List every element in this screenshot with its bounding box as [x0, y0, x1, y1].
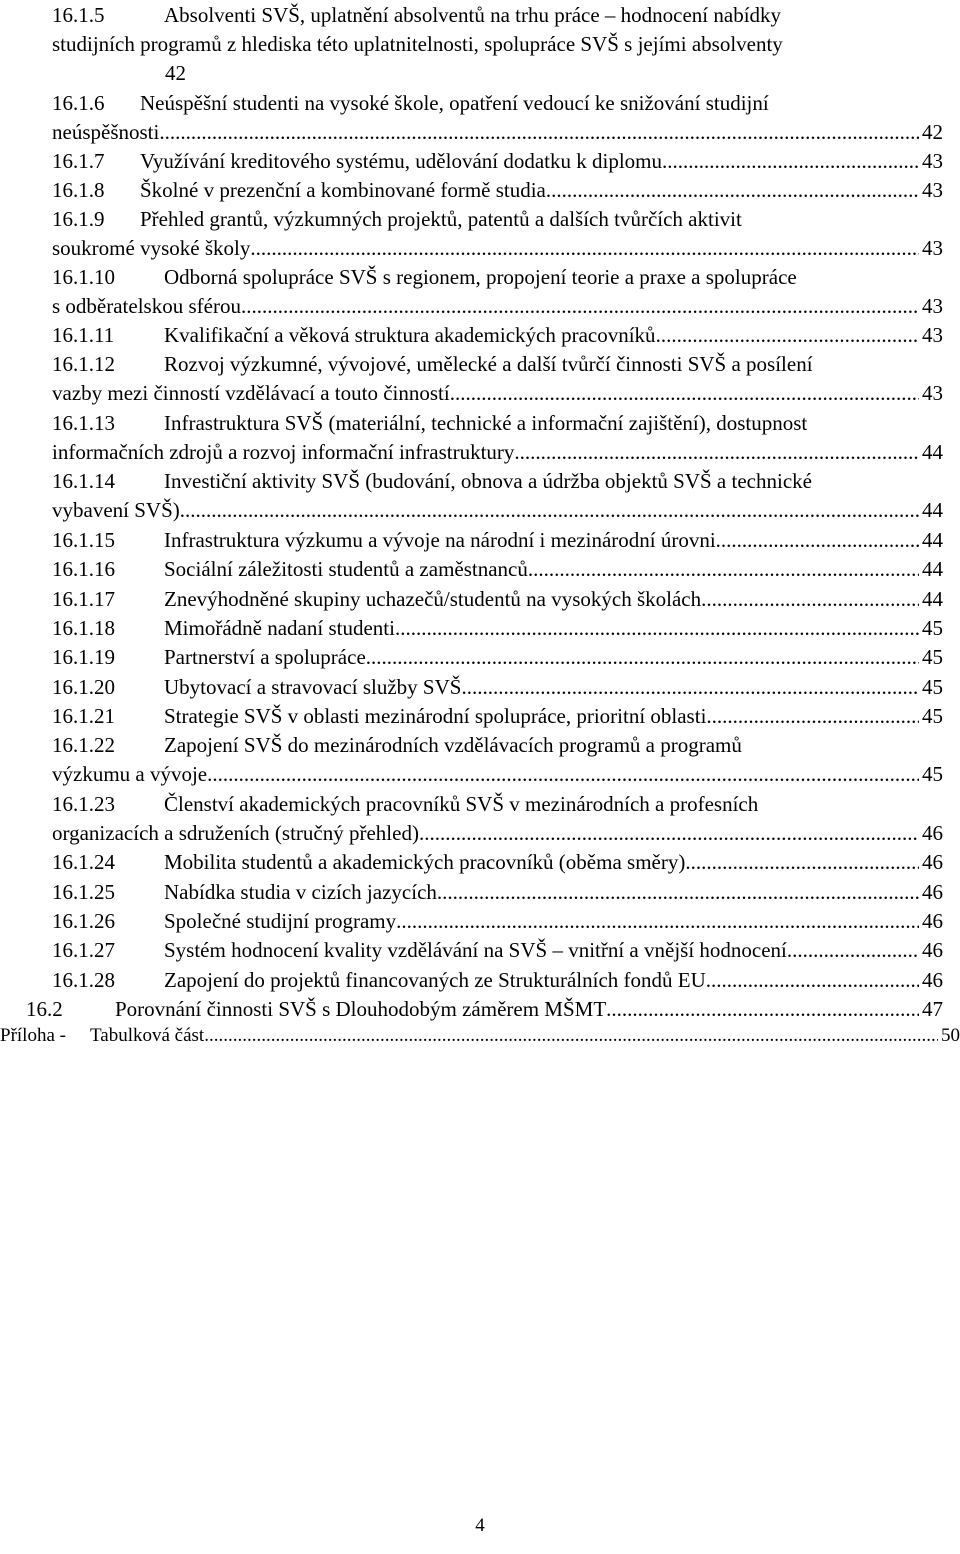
- toc-entry-number: 16.1.10: [52, 265, 115, 289]
- toc-entry-page: 45: [922, 762, 943, 786]
- toc-entry-number: 16.1.11: [52, 323, 115, 347]
- toc-entry-number: 16.1.21: [52, 704, 115, 728]
- toc-entry-title: Tabulková část: [90, 1025, 205, 1046]
- toc-entry-number: 16.1.19: [52, 645, 115, 669]
- toc-entry-number: 16.1.8: [52, 178, 105, 202]
- toc-entry-title: Absolventi SVŠ, uplatnění absolventů na trhu práce – hodnocení nabídky: [164, 3, 782, 27]
- toc-entry-title: Nabídka studia v cizích jazycích: [164, 880, 437, 904]
- toc-entry-title: Rozvoj výzkumné, vývojové, umělecké a další tvůrčí činnosti SVŠ a posílení: [164, 352, 813, 376]
- leader-dots: [450, 378, 919, 408]
- leader-dots: [204, 1023, 938, 1049]
- toc-entry-number: Příloha -: [0, 1025, 66, 1046]
- toc-entry-title-continued: vybavení SVŠ): [52, 498, 180, 522]
- toc-entry-title: Mobilita studentů a akademických pracovníků (oběma směry): [164, 850, 686, 874]
- toc-entry-number: 16.1.20: [52, 675, 115, 699]
- leader-dots: [241, 291, 919, 321]
- toc-entry-title-continued: s odběratelskou sférou: [52, 294, 241, 318]
- toc-entry-number: 16.1.6: [52, 91, 105, 115]
- toc-entry-title: Systém hodnocení kvality vzdělávání na SVŠ – vnitřní a vnější hodnocení.: [164, 938, 793, 962]
- toc-entry-title: Investiční aktivity SVŠ (budování, obnova a údržba objektů SVŠ a technické: [164, 469, 812, 493]
- toc-entry-page: 45: [922, 616, 943, 640]
- toc-entry-title: Školné v prezenční a kombinované formě studia: [140, 178, 546, 202]
- leader-dots: [528, 554, 919, 584]
- leader-dots: [792, 935, 919, 965]
- toc-entry-title: Mimořádně nadaní studenti: [164, 616, 395, 640]
- toc-entry-title: Znevýhodněné skupiny uchazečů/studentů na vysokých školách: [164, 587, 702, 611]
- toc-entry-page: 46: [922, 909, 943, 933]
- toc-entry-page: 45: [922, 704, 943, 728]
- toc-entry-title: Využívání kreditového systému, udělování dodatku k diplomu: [140, 149, 663, 173]
- toc-entry-number: 16.1.13: [52, 411, 115, 435]
- toc-entry-title: Odborná spolupráce SVŠ s regionem, propojení teorie a praxe a spolupráce: [164, 265, 797, 289]
- toc-entry-page: 43: [922, 323, 943, 347]
- leader-dots: [250, 233, 919, 263]
- toc-entry-page: 42: [922, 120, 943, 144]
- toc-entry-page: 46: [922, 821, 943, 845]
- toc-entry-title-continued: neúspěšnosti: [52, 120, 160, 144]
- toc-entry-page: 50: [941, 1025, 960, 1046]
- toc-entry-title-continued: organizacích a sdruženích (stručný přehled): [52, 821, 419, 845]
- toc-entry-number: 16.1.18: [52, 616, 115, 640]
- toc-entry-page: 43: [922, 236, 943, 260]
- toc-entry-title: Porovnání činnosti SVŠ s Dlouhodobým záměrem MŠMT: [115, 997, 607, 1021]
- toc-entry-number: 16.1.22: [52, 733, 115, 757]
- toc-entry-title: Přehled grantů, výzkumných projektů, patentů a dalších tvůrčích aktivit: [140, 207, 742, 231]
- toc-entry-page: 44: [922, 498, 943, 522]
- toc-entry-page: 43: [922, 294, 943, 318]
- leader-dots: [437, 877, 919, 907]
- toc-entry-number: 16.1.23: [52, 792, 115, 816]
- leader-dots: [366, 642, 919, 672]
- leader-dots: [606, 994, 919, 1024]
- toc-entry-number: 16.1.26: [52, 909, 115, 933]
- leader-dots: [395, 613, 919, 643]
- toc-entry-page: 42: [165, 61, 186, 85]
- leader-dots: [159, 117, 919, 147]
- leader-dots: [396, 906, 919, 936]
- toc-entry-page: 46: [922, 938, 943, 962]
- toc-entry-number: 16.1.27: [52, 938, 115, 962]
- toc-entry-page: 46: [922, 850, 943, 874]
- toc-entry-number: 16.1.9: [52, 207, 105, 231]
- toc-entry-title-continued: vazby mezi činností vzdělávací a touto činností: [52, 381, 450, 405]
- toc-entry-number: 16.1.5: [52, 3, 105, 27]
- leader-dots: [706, 701, 919, 731]
- leader-dots: [685, 847, 919, 877]
- toc-entry-page: 45: [922, 645, 943, 669]
- leader-dots: [514, 437, 919, 467]
- toc-entry-number: 16.1.24: [52, 850, 115, 874]
- toc-entry-title-continued: soukromé vysoké školy: [52, 236, 251, 260]
- toc-entry-number: 16.1.28: [52, 968, 115, 992]
- leader-dots: [662, 146, 919, 176]
- leader-dots: [656, 320, 919, 350]
- toc-entry-page: 46: [922, 880, 943, 904]
- toc-entry-title-continued: informačních zdrojů a rozvoj informační infrastruktury: [52, 440, 515, 464]
- toc-entry-page: 46: [922, 968, 943, 992]
- toc-entry-page: 44: [922, 587, 943, 611]
- leader-dots: [419, 818, 919, 848]
- toc-entry-page: 47: [922, 997, 943, 1021]
- toc-entry-title: Neúspěšní studenti na vysoké škole, opatření vedoucí ke snižování studijní: [140, 91, 769, 115]
- toc-entry-title: Infrastruktura SVŠ (materiální, technické a informační zajištění), dostupnost: [164, 411, 808, 435]
- toc-entry-page: 43: [922, 149, 943, 173]
- leader-dots: [716, 525, 919, 555]
- leader-dots: [706, 965, 919, 995]
- toc-entry-number: 16.1.15: [52, 528, 115, 552]
- toc-entry-title: Zapojení do projektů financovaných ze Strukturálních fondů EU: [164, 968, 706, 992]
- page-number: 4: [475, 1515, 485, 1536]
- toc-entry-title: Sociální záležitosti studentů a zaměstnanců: [164, 557, 528, 581]
- toc-entry-title-continued: výzkumu a vývoje: [52, 762, 208, 786]
- toc-entry-title: Zapojení SVŠ do mezinárodních vzdělávacích programů a programů: [164, 733, 742, 757]
- toc-entry-page: 43: [922, 178, 943, 202]
- toc-entry-title: Kvalifikační a věková struktura akademických pracovníků: [164, 323, 656, 347]
- toc-entry-number: 16.1.14: [52, 469, 115, 493]
- toc-entry-page: 44: [922, 440, 943, 464]
- toc-entry-title: Partnerství a spolupráce: [164, 645, 366, 669]
- toc-entry-title: Členství akademických pracovníků SVŠ v mezinárodních a profesních: [164, 792, 759, 816]
- leader-dots: [207, 759, 919, 789]
- toc-entry-title: Společné studijní programy: [164, 909, 397, 933]
- leader-dots: [461, 672, 919, 702]
- toc-entry-title-continued: studijních programů z hlediska této uplatnitelnosti, spolupráce SVŠ s jejími absolventy: [52, 32, 783, 56]
- leader-dots: [180, 495, 919, 525]
- toc-entry-page: 44: [922, 557, 943, 581]
- toc-entry-number: 16.1.7: [52, 149, 105, 173]
- toc-entry-title: Infrastruktura výzkumu a vývoje na národní i mezinárodní úrovni: [164, 528, 716, 552]
- toc-entry-page: 45: [922, 675, 943, 699]
- leader-dots: [701, 584, 919, 614]
- toc-entry-page: 44: [922, 528, 943, 552]
- toc-entry-title: Strategie SVŠ v oblasti mezinárodní spolupráce, prioritní oblasti: [164, 704, 707, 728]
- toc-entry-number: 16.1.12: [52, 352, 115, 376]
- toc-entry-number: 16.1.25: [52, 880, 115, 904]
- toc-entry-number: 16.2: [26, 997, 63, 1021]
- toc-entry-number: 16.1.16: [52, 557, 115, 581]
- toc-entry-page: 43: [922, 381, 943, 405]
- toc-entry-number: 16.1.17: [52, 587, 115, 611]
- toc-entry-title: Ubytovací a stravovací služby SVŠ: [164, 675, 462, 699]
- leader-dots: [546, 175, 919, 205]
